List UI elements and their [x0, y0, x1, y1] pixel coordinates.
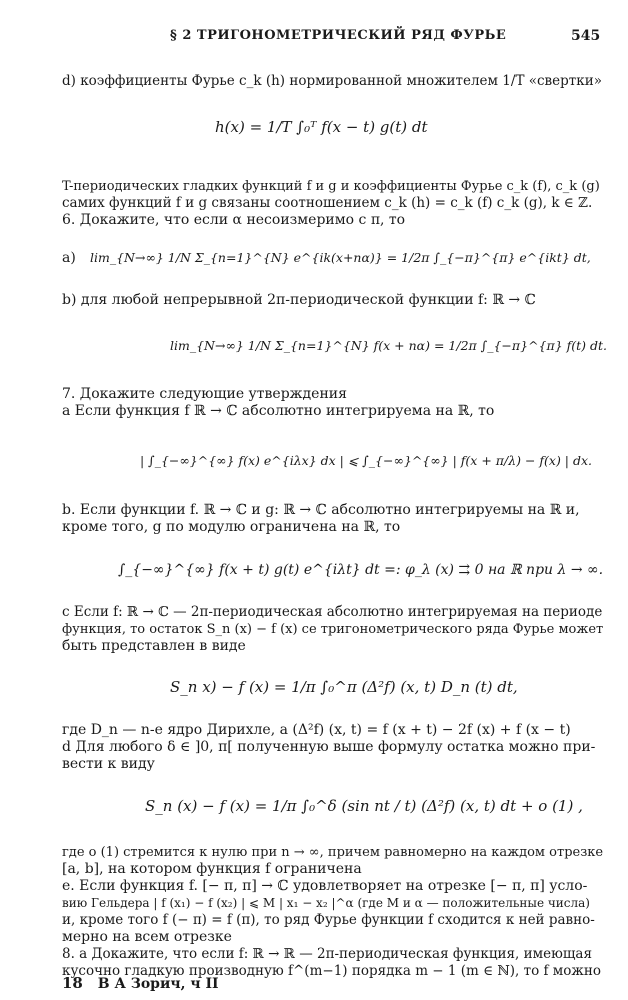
text-line-related: самих функций f и g связаны соотношением c_k (h) = c_k (f) c_k (g), k ∈ ℤ. — [62, 195, 593, 211]
task-6a-label: a) — [62, 250, 76, 266]
task-7c-line2: функция, то остаток S_n (x) − f (x) се тригонометрического ряда Фурье может — [62, 622, 604, 637]
running-header — [0, 28, 628, 48]
task-8-line2: кусочно гладкую производную f^(m−1) порядка m − 1 (m ∈ ℕ), то f можно — [62, 963, 601, 979]
task-7c-line3: быть представлен в виде — [62, 638, 246, 654]
text-line-d-intro: d) коэффициенты Фурье c_k (h) нормированной множителем 1/T «свертки» — [62, 73, 602, 89]
task-7d-line4: [a, b], на котором функция f ограничена — [62, 861, 362, 877]
task-7d-line3: где o (1) стремится к нулю при n → ∞, причем равномерно на каждом отрезке — [62, 845, 604, 860]
equation-6b: lim_{N→∞} 1/N Σ_{n=1}^{N} f(x + nα) = 1/2π ∫_{−π}^{π} f(t) dt. — [170, 338, 608, 353]
task-7a-text: a Если функция f ℝ → ℂ абсолютно интегрируема на ℝ, то — [62, 403, 495, 419]
page-number: 545 — [571, 28, 601, 44]
task-7c-line4: где D_n — n-е ядро Дирихле, а (Δ²f) (x, t) = f (x + t) − 2f (x) + f (x − t) — [62, 722, 571, 738]
task-7e-line1: e. Если функция f. [− π, π] → ℂ удовлетворяет на отрезке [− π, π] усло- — [62, 878, 588, 894]
equation-7a: | ∫_{−∞}^{∞} f(x) e^{iλx} dx | ⩽ ∫_{−∞}^{∞} | f(x + π/λ) − f(x) | dx. — [140, 453, 593, 468]
task-6-heading: 6. Докажите, что если α несоизмеримо с π, то — [62, 212, 406, 228]
task-7e-line2: вию Гельдера | f (x₁) − f (x₂) | ⩽ M | x₁ − x₂ |^α (где M и α — положительные числа) — [62, 896, 590, 910]
task-7b-line2: кроме того, g по модулю ограничена на ℝ, то — [62, 519, 401, 535]
task-7d-line1: d Для любого δ ∈ ]0, π[ полученную выше формулу остатка можно при- — [62, 739, 596, 755]
task-6b-text: b) для любой непрерывной 2π-периодической функции f: ℝ → ℂ — [62, 292, 536, 308]
task-7d-line2: вести к виду — [62, 756, 155, 772]
text-line-t-periodic: T-периодических гладких функций f и g и коэффициенты Фурье c_k (f), c_k (g) — [62, 179, 600, 194]
equation-h: h(x) = 1/T ∫₀ᵀ f(x − t) g(t) dt — [215, 118, 428, 136]
task-7c-line1: c Если f: ℝ → ℂ — 2π-периодическая абсолютно интегрируемая на периоде — [62, 604, 603, 620]
task-7-heading: 7. Докажите следующие утверждения — [62, 386, 347, 402]
task-8-line1: 8. a Докажите, что если f: ℝ → ℝ — 2π-периодическая функция, имеющая — [62, 946, 592, 962]
equation-7d: S_n (x) − f (x) = 1/π ∫₀^δ (sin nt / t) (Δ²f) (x, t) dt + o (1) , — [145, 797, 583, 815]
footer-author: В А Зорич, ч II — [97, 976, 219, 992]
equation-7b: ∫_{−∞}^{∞} f(x + t) g(t) e^{iλt} dt =: φ_λ (x) ⇉ 0 на ℝ при λ → ∞. — [118, 562, 604, 578]
task-7b-line1: b. Если функции f. ℝ → ℂ и g: ℝ → ℂ абсолютно интегрируемы на ℝ и, — [62, 502, 580, 518]
equation-7c: S_n x) − f (x) = 1/π ∫₀^π (Δ²f) (x, t) D_n (t) dt, — [170, 678, 518, 696]
equation-6a: lim_{N→∞} 1/N Σ_{n=1}^{N} e^{ik(x+nα)} = 1/2π ∫_{−π}^{π} e^{ikt} dt, — [90, 250, 591, 265]
task-7e-line3: и, кроме того f (− π) = f (π), то ряд Фурье функции f сходится к ней равно- — [62, 912, 595, 928]
page-footer — [62, 974, 219, 992]
task-7e-line4: мерно на всем отрезке — [62, 929, 232, 945]
footer-signature-number: 18 — [62, 974, 83, 992]
chapter-title: § 2 ТРИГОНОМЕТРИЧЕСКИЙ РЯД ФУРЬЕ — [170, 28, 507, 43]
